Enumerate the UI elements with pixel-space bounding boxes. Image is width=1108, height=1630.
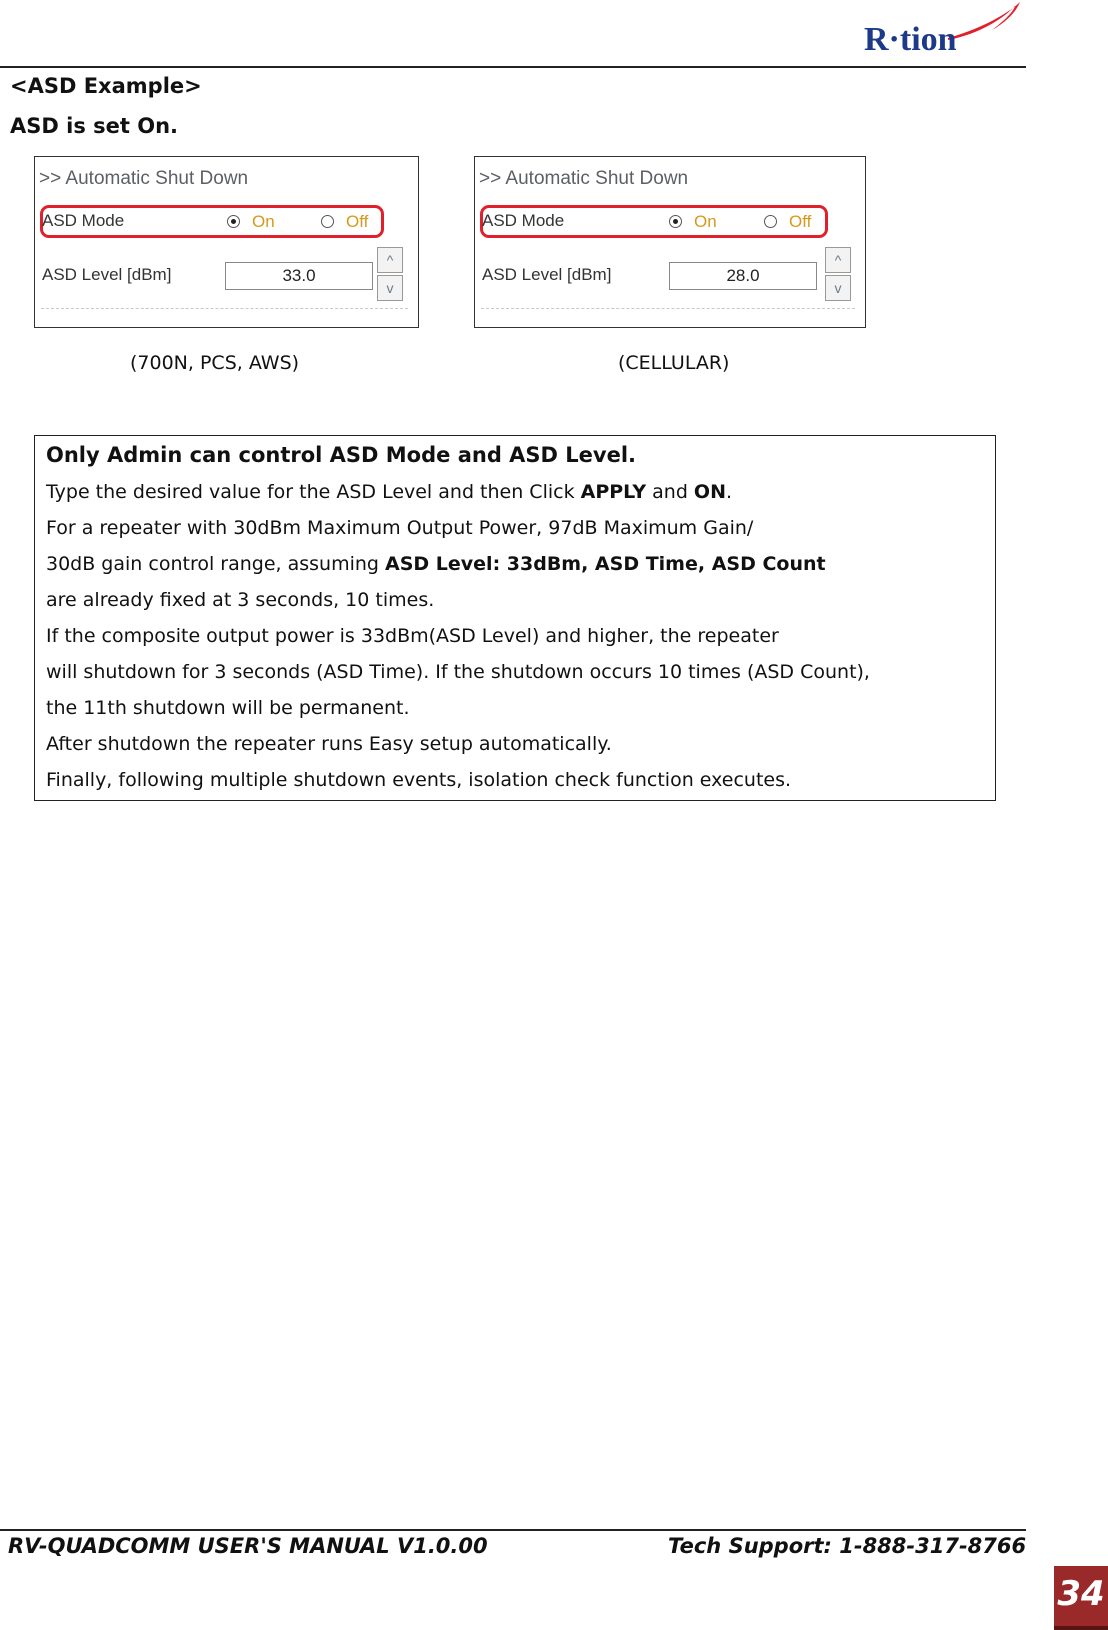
section-subtitle: ASD is set On. bbox=[10, 114, 178, 138]
asd-panel-700n-pcs-aws bbox=[34, 156, 419, 328]
asd-level-input[interactable]: 33.0 bbox=[225, 262, 373, 290]
note-line-8: After shutdown the repeater runs Easy setup automatically. bbox=[46, 733, 612, 755]
asd-mode-off-label: Off bbox=[346, 212, 369, 231]
level-up-button[interactable]: ^ bbox=[377, 247, 403, 273]
asd-mode-on-label: On bbox=[252, 212, 275, 231]
note-line-9: Finally, following multiple shutdown events, isolation check function executes. bbox=[46, 769, 792, 791]
note-line-3 bbox=[46, 553, 826, 575]
admin-note-box bbox=[34, 435, 996, 801]
note-line-5: If the composite output power is 33dBm(ASD Level) and higher, the repeater bbox=[46, 625, 779, 647]
note-line-1-text: Type the desired value for the ASD Level and then Click bbox=[46, 481, 581, 503]
level-down-button[interactable]: v bbox=[825, 275, 851, 301]
apply-keyword: APPLY bbox=[580, 481, 647, 503]
asd-mode-on-radio[interactable] bbox=[669, 215, 682, 228]
asd-mode-on-label: On bbox=[694, 212, 717, 231]
footer-tech-support: Tech Support: 1-888-317-8766 bbox=[668, 1534, 1027, 1558]
logo-wordmark: R·tion bbox=[864, 21, 957, 58]
asd-mode-off-radio[interactable] bbox=[764, 215, 777, 228]
panel-title: >> Automatic Shut Down bbox=[479, 168, 689, 189]
company-logo bbox=[860, 0, 1025, 62]
caption-700n-pcs-aws: (700N, PCS, AWS) bbox=[130, 352, 300, 374]
footer-rule bbox=[0, 1529, 1026, 1531]
asd-level-label: ASD Level [dBm] bbox=[482, 265, 612, 284]
note-line-3-text: 30dB gain control range, assuming bbox=[46, 553, 386, 575]
level-down-button[interactable]: v bbox=[377, 275, 403, 301]
caption-cellular: (CELLULAR) bbox=[618, 352, 730, 374]
asd-mode-label: ASD Mode bbox=[42, 211, 125, 230]
asd-level-label: ASD Level [dBm] bbox=[42, 265, 172, 284]
note-line-1 bbox=[46, 481, 732, 503]
footer-manual-title: RV-QUADCOMM USER'S MANUAL V1.0.00 bbox=[8, 1534, 488, 1558]
asd-mode-label: ASD Mode bbox=[482, 211, 565, 230]
asd-mode-off-label: Off bbox=[789, 212, 812, 231]
level-up-button[interactable]: ^ bbox=[825, 247, 851, 273]
note-line-2: For a repeater with 30dBm Maximum Output Power, 97dB Maximum Gain/ bbox=[46, 517, 754, 539]
asd-panel-cellular bbox=[474, 156, 866, 328]
panel-divider bbox=[481, 308, 855, 309]
note-line-1-end: . bbox=[725, 481, 733, 503]
note-line-7: the 11th shutdown will be permanent. bbox=[46, 697, 410, 719]
header-rule bbox=[0, 66, 1026, 68]
section-title: <ASD Example> bbox=[10, 74, 202, 98]
panel-title: >> Automatic Shut Down bbox=[39, 168, 249, 189]
on-keyword: ON bbox=[693, 481, 726, 503]
note-line-1-and: and bbox=[646, 481, 694, 503]
page-number-badge: 34 bbox=[1054, 1566, 1108, 1630]
asd-mode-on-radio[interactable] bbox=[227, 215, 240, 228]
note-heading: Only Admin can control ASD Mode and ASD Level. bbox=[46, 443, 637, 467]
asd-level-input[interactable]: 28.0 bbox=[669, 262, 817, 290]
note-line-6: will shutdown for 3 seconds (ASD Time). If the shutdown occurs 10 times (ASD Count), bbox=[46, 661, 870, 683]
panel-divider bbox=[41, 308, 408, 309]
note-line-4: are already fixed at 3 seconds, 10 times. bbox=[46, 589, 435, 611]
note-line-3-bold: ASD Level: 33dBm, ASD Time, ASD Count bbox=[385, 553, 826, 575]
asd-mode-off-radio[interactable] bbox=[321, 215, 334, 228]
